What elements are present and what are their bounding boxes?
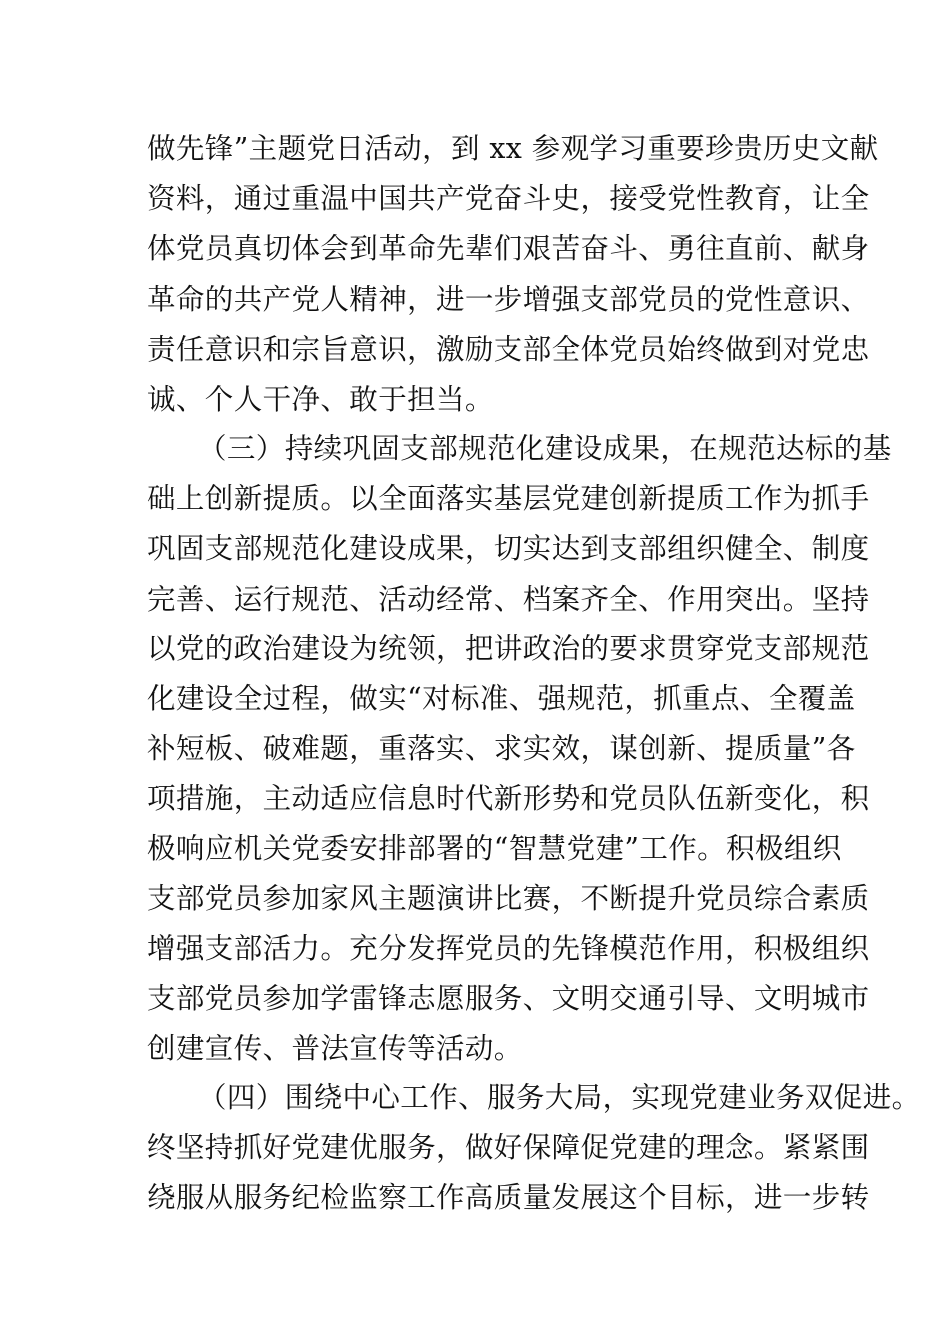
text-line-6: 诚、个人干净、敢于担当。 (147, 383, 494, 416)
text-line-18: 支部党员参加学雷锋志愿服务、文明交通引导、文明城市 (147, 982, 870, 1015)
text-line-9: 巩固支部规范化建设成果，切实达到支部组织健全、制度 (147, 532, 870, 565)
text-line-11: 以党的政治建设为统领，把讲政治的要求贯穿党支部规范 (147, 632, 870, 665)
text-line-10: 完善、运行规范、活动经常、档案齐全、作用突出。坚持 (147, 583, 870, 616)
text-line-8: 础上创新提质。以全面落实基层党建创新提质工作为抓手 (147, 482, 870, 515)
text-line-21: 终坚持抓好党建优服务，做好保障促党建的理念。紧紧围 (147, 1131, 870, 1164)
text-line-14: 项措施，主动适应信息时代新形势和党员队伍新变化，积 (147, 782, 870, 815)
text-line-4: 革命的共产党人精神，进一步增强支部党员的党性意识、 (147, 283, 870, 316)
section-3-heading-line: （三）持续巩固支部规范化建设成果，在规范达标的基 (198, 432, 892, 465)
text-line-16: 支部党员参加家风主题演讲比赛，不断提升党员综合素质 (147, 882, 870, 915)
text-line-1: 做先锋”主题党日活动，到 xx 参观学习重要珍贵历史文献 (147, 132, 879, 165)
text-line-3: 体党员真切体会到革命先辈们艰苦奋斗、勇往直前、献身 (147, 232, 870, 265)
text-line-2: 资料，通过重温中国共产党奋斗史，接受党性教育，让全 (147, 182, 870, 215)
text-line-15: 极响应机关党委安排部署的“智慧党建”工作。积极组织 (147, 832, 842, 865)
text-line-12: 化建设全过程，做实“对标准、强规范，抓重点、全覆盖 (147, 682, 856, 715)
text-line-5: 责任意识和宗旨意识，激励支部全体党员始终做到对党忠 (147, 333, 870, 366)
text-line-17: 增强支部活力。充分发挥党员的先锋模范作用，积极组织 (147, 932, 870, 965)
text-line-22: 绕服从服务纪检监察工作高质量发展这个目标，进一步转 (147, 1181, 870, 1214)
section-4-heading-line: （四）围绕中心工作、服务大局，实现党建业务双促进。 (198, 1081, 921, 1114)
text-line-13: 补短板、破难题，重落实、求实效，谋创新、提质量”各 (147, 732, 856, 765)
text-line-19: 创建宣传、普法宣传等活动。 (147, 1032, 523, 1065)
